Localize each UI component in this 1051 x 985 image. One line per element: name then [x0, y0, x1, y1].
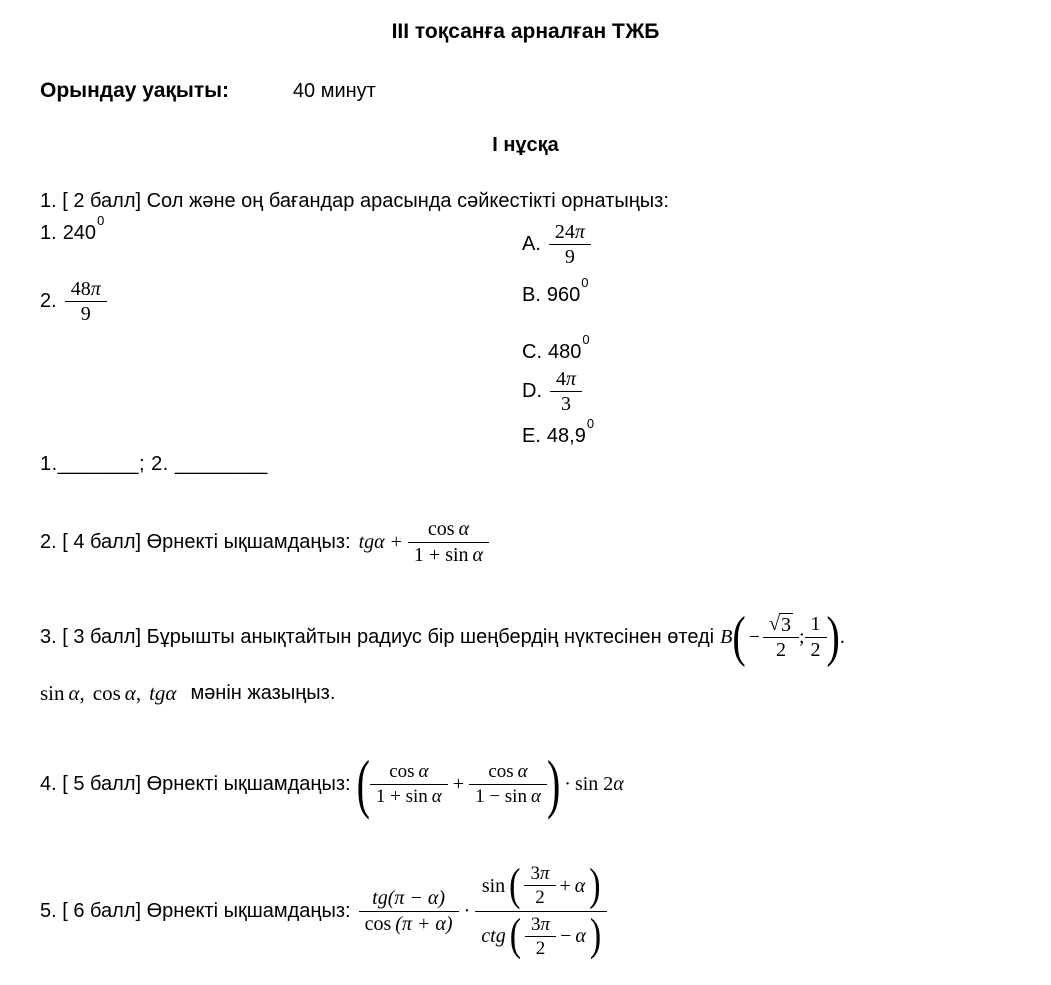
fraction-denominator: 1 − sin α	[469, 784, 547, 808]
left-paren: (	[356, 746, 370, 821]
fraction-numerator: 24 π	[554, 221, 585, 243]
big-fraction-numerator	[475, 861, 607, 911]
right-paren: )	[546, 746, 561, 821]
alpha-symbol: α	[472, 543, 484, 566]
option-letter: A.	[522, 233, 541, 256]
fraction	[359, 886, 459, 936]
item-value: $240^0$	[62, 213, 105, 244]
fraction	[65, 277, 107, 327]
sin2-label: sin 2	[574, 772, 614, 795]
fraction-numerator: 48 π	[70, 278, 101, 300]
fraction-numerator: cos α	[389, 761, 429, 783]
option-value: $960^0$	[546, 275, 589, 306]
fraction-numerator: cos α	[427, 518, 470, 541]
q1-left-item-2	[40, 277, 107, 327]
fraction-numerator: 1	[810, 613, 821, 636]
option-letter: C.	[522, 341, 542, 363]
question-3-line2	[40, 681, 335, 706]
alpha-symbol: α	[458, 518, 470, 541]
plus-sign: +	[390, 530, 402, 553]
fraction	[763, 612, 799, 663]
left-paren: (	[509, 910, 522, 961]
fraction-numerator: 4 π	[556, 368, 577, 390]
fraction	[408, 517, 489, 567]
big-fraction	[475, 861, 607, 961]
q1-option-e	[522, 416, 595, 448]
degree-superscript: 0	[97, 213, 105, 229]
dot-operator: ·	[463, 899, 471, 922]
alpha-symbol: α	[517, 761, 528, 783]
fraction	[525, 913, 556, 961]
q5-formula	[359, 861, 608, 961]
time-row	[40, 79, 376, 103]
tg-alpha: tgα	[358, 530, 385, 553]
pi-symbol: π	[574, 221, 585, 243]
option-letter: B.	[522, 284, 541, 306]
tg-alpha: tgα	[149, 681, 177, 705]
pi-symbol: π	[566, 368, 577, 390]
time-label: Орындау уақыты:	[40, 79, 230, 102]
fraction-denominator: 2	[805, 637, 827, 662]
fraction-denominator: 2	[763, 637, 799, 662]
pi-symbol: π	[539, 862, 550, 884]
alpha-symbol: α	[574, 874, 586, 897]
alpha-symbol: α	[418, 761, 429, 783]
right-paren: )	[826, 604, 840, 668]
question-1-matching-area	[40, 213, 1020, 452]
degree-superscript: 0	[586, 416, 595, 432]
fraction	[550, 367, 582, 417]
fraction-numerator: √ 3	[768, 613, 791, 636]
pi-alpha-group: (π + α)	[395, 912, 453, 935]
plus-sign: +	[452, 772, 465, 795]
q3-instruction-text: мәнін жазыңыз.	[190, 682, 336, 704]
degree-superscript: 0	[582, 332, 590, 348]
dot-operator: ·	[564, 772, 571, 795]
item-number: 2.	[40, 290, 57, 313]
cos-label: cos	[92, 681, 121, 705]
fraction	[805, 612, 827, 662]
semicolon: ;	[798, 625, 805, 648]
plus-sign: +	[559, 874, 571, 897]
question-5-prompt: 5. [ 6 балл] Өрнекті ықшамдаңыз:	[40, 899, 351, 922]
q1-option-a	[522, 220, 591, 270]
option-value: $480^0$	[548, 332, 590, 363]
question-3	[40, 598, 1040, 676]
alpha-symbol: α	[124, 681, 136, 705]
fraction-numerator: tg(π − α)	[372, 887, 446, 910]
big-fraction-denominator	[475, 911, 607, 962]
fraction-denominator: 2	[525, 936, 556, 960]
sin-label: sin	[481, 874, 506, 897]
right-paren: )	[589, 910, 602, 961]
question-2-prompt: 2. [ 4 балл] Өрнекті ықшамдаңыз:	[40, 530, 351, 553]
q3-point-formula	[720, 604, 845, 668]
option-value: 48,9$^0$	[546, 416, 595, 447]
question-2	[40, 505, 489, 579]
fraction-denominator: 3	[550, 391, 582, 416]
sqrt-icon: √	[768, 613, 780, 636]
comma: ,	[79, 681, 85, 705]
fraction	[370, 760, 448, 808]
fraction-numerator: 3 π	[531, 913, 551, 935]
fraction	[524, 862, 555, 910]
minus-sign: −	[560, 925, 572, 948]
sin-label: sin	[40, 681, 65, 705]
q1-option-d	[522, 367, 582, 417]
question-5	[40, 836, 607, 985]
variant-title: I нұсқа	[492, 134, 559, 156]
q1-left-item-1	[40, 213, 105, 245]
pi-symbol: π	[540, 913, 551, 935]
minus-sign: −	[748, 625, 760, 648]
fraction-numerator: cos α	[488, 761, 528, 783]
alpha-symbol: α	[530, 785, 541, 807]
fraction-denominator: 1 + sin α	[408, 542, 489, 567]
q2-formula	[359, 517, 489, 567]
fraction-denominator: 9	[549, 244, 591, 269]
question-4-prompt: 4. [ 5 балл] Өрнекті ықшамдаңыз:	[40, 772, 351, 795]
alpha-symbol: α	[431, 785, 442, 807]
degree-superscript: 0	[581, 275, 589, 291]
fraction-denominator: 9	[65, 301, 107, 326]
period: .	[839, 625, 845, 648]
pi-symbol: π	[90, 278, 101, 300]
question-4	[40, 742, 624, 826]
alpha-symbol: α	[613, 772, 624, 795]
time-value: 40 минут	[292, 80, 376, 102]
right-paren: )	[589, 860, 601, 911]
alpha-symbol: α	[575, 925, 586, 948]
question-3-prompt: 3. [ 3 балл] Бұрышты анықтайтын радиус бір шеңбердің нүктесінен өтеді	[40, 625, 715, 648]
q1-answer-blanks: 1._______; 2. ________	[40, 453, 268, 475]
q1-option-c	[522, 332, 590, 364]
left-paren: (	[732, 604, 746, 668]
q1-option-b	[522, 275, 589, 307]
question-1-prompt: 1. [ 2 балл] Сол және оң бағандар арасында сәйкестікті орнатыңыз:	[40, 190, 669, 212]
q4-formula	[356, 746, 624, 821]
point-label: B	[720, 625, 733, 648]
left-paren: (	[509, 860, 521, 911]
fraction-denominator: cos (π + α)	[359, 911, 459, 936]
fraction-numerator: 3 π	[530, 862, 550, 884]
fraction	[469, 760, 547, 808]
item-number: 1.	[40, 222, 57, 244]
page-title: III тоқсанға арналған ТЖБ	[391, 20, 660, 43]
alpha-symbol: α	[68, 681, 80, 705]
option-letter: E.	[522, 425, 541, 447]
ctg-label: ctg	[481, 925, 506, 948]
comma: ,	[135, 681, 142, 705]
fraction	[549, 220, 591, 270]
option-letter: D.	[522, 380, 542, 403]
fraction-denominator: 2	[524, 885, 555, 909]
fraction-denominator: 1 + sin α	[370, 784, 448, 808]
